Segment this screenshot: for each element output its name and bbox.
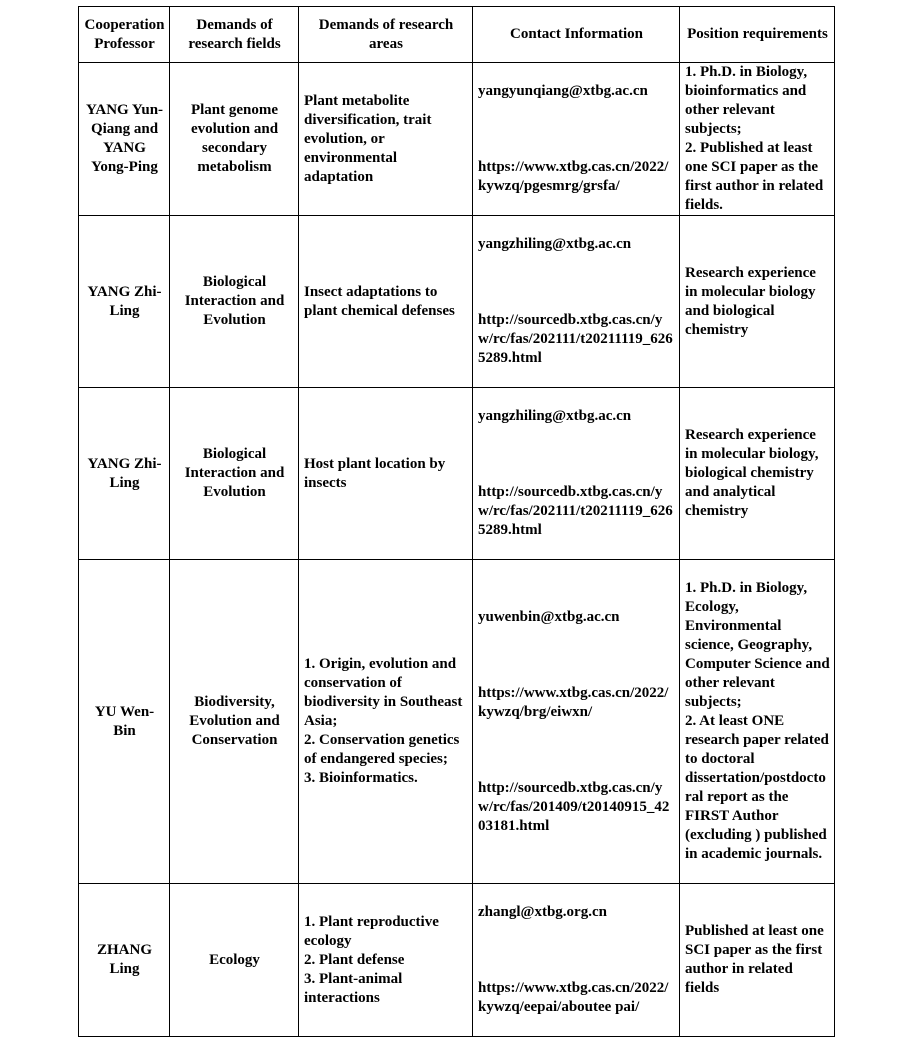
header-research-areas: Demands of research areas — [299, 7, 473, 63]
requirements-cell: 1. Ph.D. in Biology, bioinformatics and other relevant subjects; 2. Published at least one SCI paper as the first author in related fields. — [680, 63, 835, 216]
professor-cell: YANG Zhi-Ling — [79, 388, 170, 560]
header-cooperation-professor: Cooperation Professor — [79, 7, 170, 63]
contact-email[interactable]: yangyunqiang@xtbg.ac.cn — [478, 83, 648, 99]
requirements-cell: 1. Ph.D. in Biology, Ecology, Environmental science, Geography, Computer Science and other relevant subjects; 2. At least ONE research paper related to doctoral dissertation/postdoctoral report as the FIRST Author (excluding ) published in academic journals. — [680, 560, 835, 884]
research-areas-cell: Insect adaptations to plant chemical defenses — [299, 216, 473, 388]
research-areas-cell: Host plant location by insects — [299, 388, 473, 560]
table-row — [79, 388, 835, 560]
header-row — [79, 7, 835, 63]
contact-link[interactable]: http://sourcedb.xtbg.cas.cn/yw/rc/fas/202111/t20211119_6265289.html — [478, 484, 673, 538]
header-position-requirements: Position requirements — [680, 7, 835, 63]
contact-link[interactable]: https://www.xtbg.cas.cn/2022/kywzq/pgesmrg/grsfa/ — [478, 159, 669, 194]
contact-link[interactable]: https://www.xtbg.cas.cn/2022/kywzq/eepai/aboutee pai/ — [478, 980, 669, 1015]
contact-cell — [473, 560, 680, 884]
table-row — [79, 560, 835, 884]
professor-cell: YANG Yun-Qiang and YANG Yong-Ping — [79, 63, 170, 216]
contact-email[interactable]: yangzhiling@xtbg.ac.cn — [478, 236, 632, 252]
contact-link[interactable]: http://sourcedb.xtbg.cas.cn/yw/rc/fas/202111/t20211119_6265289.html — [478, 312, 673, 366]
requirements-cell: Research experience in molecular biology, biological chemistry and analytical chemistry — [680, 388, 835, 560]
professor-cell: YU Wen-Bin — [79, 560, 170, 884]
research-field-cell: Plant genome evolution and secondary metabolism — [170, 63, 299, 216]
contact-cell — [473, 884, 680, 1037]
requirements-cell: Published at least one SCI paper as the first author in related fields — [680, 884, 835, 1037]
requirements-cell: Research experience in molecular biology and biological chemistry — [680, 216, 835, 388]
header-contact-information: Contact Information — [473, 7, 680, 63]
research-areas-cell: 1. Origin, evolution and conservation of biodiversity in Southeast Asia; 2. Conservation genetics of endangered species; 3. Bioinformatics. — [299, 560, 473, 884]
professor-cell: YANG Zhi-Ling — [79, 216, 170, 388]
contact-email[interactable]: yuwenbin@xtbg.ac.cn — [478, 608, 620, 625]
contact-cell — [473, 216, 680, 388]
table-row — [79, 884, 835, 1037]
research-field-cell: Ecology — [170, 884, 299, 1037]
research-field-cell: Biological Interaction and Evolution — [170, 388, 299, 560]
contact-email[interactable]: yangzhiling@xtbg.ac.cn — [478, 408, 632, 424]
table-row — [79, 63, 835, 216]
research-field-cell: Biodiversity, Evolution and Conservation — [170, 560, 299, 884]
table-row — [79, 216, 835, 388]
header-research-fields: Demands of research fields — [170, 7, 299, 63]
contact-email[interactable]: zhangl@xtbg.org.cn — [478, 904, 607, 920]
research-areas-cell: Plant metabolite diversification, trait evolution, or environmental adaptation — [299, 63, 473, 216]
research-field-cell: Biological Interaction and Evolution — [170, 216, 299, 388]
contact-link[interactable]: https://www.xtbg.cas.cn/2022/kywzq/brg/eiwxn/ — [478, 684, 669, 720]
contact-link[interactable]: http://sourcedb.xtbg.cas.cn/yw/rc/fas/201409/t20140915_4203181.html — [478, 779, 670, 834]
contact-cell — [473, 63, 680, 216]
contact-cell — [473, 388, 680, 560]
research-areas-cell: 1. Plant reproductive ecology 2. Plant defense 3. Plant-animal interactions — [299, 884, 473, 1037]
professor-cell: ZHANG Ling — [79, 884, 170, 1037]
positions-table — [78, 6, 835, 1037]
